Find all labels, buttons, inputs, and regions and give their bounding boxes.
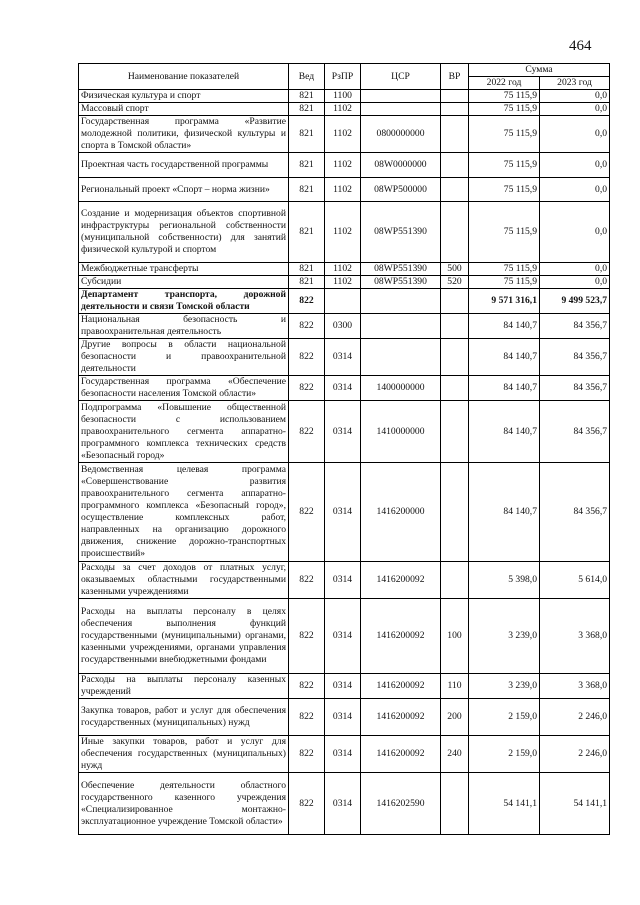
cell-name: Межбюджетные трансферты xyxy=(79,263,289,276)
cell-name: Массовый спорт xyxy=(79,103,289,116)
cell-csr: 08W0000000 xyxy=(361,153,441,178)
cell-ved: 821 xyxy=(289,116,325,153)
cell-csr: 08WP500000 xyxy=(361,178,441,202)
cell-name: Департамент транспорта, дорожной деятельности и связи Томской области xyxy=(79,289,289,314)
cell-csr: 1416200092 xyxy=(361,736,441,773)
cell-name: Расходы на выплаты персоналу в целях обеспечения выполнения функций государственными (муниципальными) органами, казенными учреждениями, органами управления государственными внебюджетными фондами xyxy=(79,599,289,674)
cell-rzpr: 0314 xyxy=(325,674,361,699)
table-body xyxy=(79,90,610,835)
cell-sum-2022: 75 115,9 xyxy=(469,178,540,202)
cell-name: Расходы на выплаты персоналу казенных учреждений xyxy=(79,674,289,699)
cell-vr: 100 xyxy=(441,599,469,674)
cell-csr: 1416200092 xyxy=(361,674,441,699)
cell-ved: 821 xyxy=(289,153,325,178)
table-row xyxy=(79,103,610,116)
cell-sum-2023: 84 356,7 xyxy=(540,339,610,376)
cell-csr xyxy=(361,90,441,103)
cell-ved: 821 xyxy=(289,202,325,263)
cell-sum-2022: 75 115,9 xyxy=(469,153,540,178)
cell-rzpr: 1102 xyxy=(325,276,361,289)
cell-name: Физическая культура и спорт xyxy=(79,90,289,103)
cell-rzpr: 0300 xyxy=(325,314,361,339)
cell-vr xyxy=(441,463,469,562)
page-number: 464 xyxy=(569,38,592,54)
cell-ved: 822 xyxy=(289,376,325,401)
cell-name: Другие вопросы в области национальной безопасности и правоохранительной деятельности xyxy=(79,339,289,376)
cell-ved: 822 xyxy=(289,314,325,339)
cell-rzpr: 0314 xyxy=(325,339,361,376)
cell-rzpr: 1102 xyxy=(325,153,361,178)
cell-sum-2022: 5 398,0 xyxy=(469,562,540,599)
cell-csr: 08WP551390 xyxy=(361,263,441,276)
table-row xyxy=(79,773,610,835)
cell-sum-2022: 2 159,0 xyxy=(469,699,540,736)
cell-rzpr: 1102 xyxy=(325,263,361,276)
cell-sum-2023: 3 368,0 xyxy=(540,599,610,674)
cell-rzpr: 0314 xyxy=(325,736,361,773)
cell-ved: 821 xyxy=(289,263,325,276)
table-row xyxy=(79,116,610,153)
cell-vr xyxy=(441,202,469,263)
cell-sum-2023: 0,0 xyxy=(540,90,610,103)
budget-table xyxy=(78,63,610,835)
cell-sum-2022: 75 115,9 xyxy=(469,276,540,289)
table-row xyxy=(79,562,610,599)
cell-sum-2022: 75 115,9 xyxy=(469,116,540,153)
cell-vr xyxy=(441,90,469,103)
cell-ved: 822 xyxy=(289,674,325,699)
cell-sum-2023: 84 356,7 xyxy=(540,463,610,562)
cell-ved: 822 xyxy=(289,736,325,773)
cell-csr: 1416202590 xyxy=(361,773,441,835)
cell-rzpr: 0314 xyxy=(325,599,361,674)
cell-ved: 822 xyxy=(289,599,325,674)
cell-sum-2023: 84 356,7 xyxy=(540,314,610,339)
cell-vr xyxy=(441,289,469,314)
table-row xyxy=(79,376,610,401)
cell-vr xyxy=(441,339,469,376)
cell-sum-2022: 84 140,7 xyxy=(469,376,540,401)
table-row xyxy=(79,339,610,376)
cell-name: Создание и модернизация объектов спортивной инфраструктуры региональной собственности (муниципальной собственности) для занятий физической культурой и спортом xyxy=(79,202,289,263)
cell-sum-2022: 84 140,7 xyxy=(469,463,540,562)
table-row xyxy=(79,314,610,339)
cell-csr xyxy=(361,314,441,339)
cell-sum-2023: 3 368,0 xyxy=(540,674,610,699)
cell-name: Государственная программа «Обеспечение безопасности населения Томской области» xyxy=(79,376,289,401)
cell-name: Иные закупки товаров, работ и услуг для обеспечения государственных (муниципальных) нужд xyxy=(79,736,289,773)
cell-rzpr: 0314 xyxy=(325,699,361,736)
cell-sum-2022: 54 141,1 xyxy=(469,773,540,835)
cell-sum-2022: 84 140,7 xyxy=(469,401,540,463)
cell-sum-2022: 75 115,9 xyxy=(469,103,540,116)
cell-csr xyxy=(361,339,441,376)
cell-name: Национальная безопасность и правоохранительная деятельность xyxy=(79,314,289,339)
cell-rzpr: 0314 xyxy=(325,463,361,562)
cell-name: Расходы за счет доходов от платных услуг, оказываемых областными государственными казенными учреждениями xyxy=(79,562,289,599)
cell-ved: 822 xyxy=(289,339,325,376)
cell-csr xyxy=(361,289,441,314)
cell-sum-2023: 0,0 xyxy=(540,202,610,263)
cell-name: Субсидии xyxy=(79,276,289,289)
cell-vr xyxy=(441,178,469,202)
cell-rzpr: 0314 xyxy=(325,562,361,599)
cell-sum-2022: 2 159,0 xyxy=(469,736,540,773)
cell-vr xyxy=(441,153,469,178)
cell-rzpr: 1100 xyxy=(325,90,361,103)
cell-ved: 822 xyxy=(289,562,325,599)
cell-sum-2022: 84 140,7 xyxy=(469,339,540,376)
cell-csr: 1416200092 xyxy=(361,562,441,599)
cell-name: Обеспечение деятельности областного государственного казенного учреждения «Специализированное монтажно-эксплуатационное учреждение Томской области» xyxy=(79,773,289,835)
cell-vr xyxy=(441,376,469,401)
cell-sum-2022: 9 571 316,1 xyxy=(469,289,540,314)
cell-name: Закупка товаров, работ и услуг для обеспечения государственных (муниципальных) нужд xyxy=(79,699,289,736)
cell-sum-2023: 2 246,0 xyxy=(540,736,610,773)
cell-ved: 822 xyxy=(289,401,325,463)
header-year-2022: 2022 год xyxy=(469,77,540,90)
cell-sum-2023: 0,0 xyxy=(540,153,610,178)
cell-sum-2022: 75 115,9 xyxy=(469,263,540,276)
cell-vr: 500 xyxy=(441,263,469,276)
cell-ved: 822 xyxy=(289,699,325,736)
cell-ved: 822 xyxy=(289,773,325,835)
cell-ved: 821 xyxy=(289,276,325,289)
cell-sum-2023: 9 499 523,7 xyxy=(540,289,610,314)
header-name: Наименование показателей xyxy=(79,64,289,90)
table-row xyxy=(79,699,610,736)
cell-csr: 1416200092 xyxy=(361,599,441,674)
cell-vr xyxy=(441,562,469,599)
cell-rzpr: 1102 xyxy=(325,116,361,153)
cell-rzpr: 1102 xyxy=(325,103,361,116)
cell-sum-2023: 0,0 xyxy=(540,116,610,153)
cell-sum-2023: 0,0 xyxy=(540,276,610,289)
cell-ved: 821 xyxy=(289,178,325,202)
cell-sum-2023: 5 614,0 xyxy=(540,562,610,599)
cell-ved: 821 xyxy=(289,90,325,103)
header-year-2023: 2023 год xyxy=(540,77,610,90)
table-row xyxy=(79,202,610,263)
table-row xyxy=(79,90,610,103)
cell-sum-2023: 0,0 xyxy=(540,103,610,116)
cell-name: Подпрограмма «Повышение общественной безопасности с использованием правоохранительного сегмента аппаратно-программного комплекса технических средств «Безопасный город» xyxy=(79,401,289,463)
cell-rzpr: 0314 xyxy=(325,773,361,835)
cell-sum-2022: 3 239,0 xyxy=(469,674,540,699)
cell-csr: 0800000000 xyxy=(361,116,441,153)
cell-vr: 110 xyxy=(441,674,469,699)
cell-sum-2023: 84 356,7 xyxy=(540,401,610,463)
header-csr: ЦСР xyxy=(361,64,441,90)
cell-csr: 1416200092 xyxy=(361,699,441,736)
cell-csr xyxy=(361,103,441,116)
cell-vr: 520 xyxy=(441,276,469,289)
cell-ved: 821 xyxy=(289,103,325,116)
cell-rzpr: 1102 xyxy=(325,178,361,202)
cell-csr: 08WP551390 xyxy=(361,202,441,263)
cell-name: Государственная программа «Развитие молодежной политики, физической культуры и спорта в Томской области» xyxy=(79,116,289,153)
table-row xyxy=(79,401,610,463)
cell-sum-2022: 75 115,9 xyxy=(469,90,540,103)
cell-sum-2023: 54 141,1 xyxy=(540,773,610,835)
table-row xyxy=(79,674,610,699)
table-row xyxy=(79,289,610,314)
cell-vr: 200 xyxy=(441,699,469,736)
cell-rzpr xyxy=(325,289,361,314)
table-row xyxy=(79,178,610,202)
table-row xyxy=(79,153,610,178)
header-ved: Вед xyxy=(289,64,325,90)
cell-rzpr: 0314 xyxy=(325,376,361,401)
cell-vr xyxy=(441,314,469,339)
cell-vr xyxy=(441,116,469,153)
cell-rzpr: 1102 xyxy=(325,202,361,263)
table-row xyxy=(79,736,610,773)
cell-sum-2023: 0,0 xyxy=(540,178,610,202)
table-row xyxy=(79,599,610,674)
cell-sum-2023: 2 246,0 xyxy=(540,699,610,736)
table-row xyxy=(79,276,610,289)
cell-vr xyxy=(441,103,469,116)
cell-vr xyxy=(441,401,469,463)
cell-vr: 240 xyxy=(441,736,469,773)
cell-csr: 1416200000 xyxy=(361,463,441,562)
cell-sum-2023: 84 356,7 xyxy=(540,376,610,401)
cell-sum-2022: 3 239,0 xyxy=(469,599,540,674)
cell-sum-2022: 75 115,9 xyxy=(469,202,540,263)
cell-sum-2023: 0,0 xyxy=(540,263,610,276)
table-row xyxy=(79,463,610,562)
cell-name: Проектная часть государственной программы xyxy=(79,153,289,178)
cell-csr: 1400000000 xyxy=(361,376,441,401)
table-row xyxy=(79,263,610,276)
cell-ved: 822 xyxy=(289,463,325,562)
header-sum: Сумма xyxy=(469,64,610,77)
cell-ved: 822 xyxy=(289,289,325,314)
cell-name: Ведомственная целевая программа «Совершенствование развития правоохранительного сегмента аппаратно-программного комплекса «Безопасный город», осуществление комплексных работ, направленных на организацию дорожного движения, снижение дорожно-транспортных происшествий» xyxy=(79,463,289,562)
cell-csr: 1410000000 xyxy=(361,401,441,463)
header-vr: ВР xyxy=(441,64,469,90)
cell-vr xyxy=(441,773,469,835)
cell-sum-2022: 84 140,7 xyxy=(469,314,540,339)
header-rzpr: РзПР xyxy=(325,64,361,90)
cell-csr: 08WP551390 xyxy=(361,276,441,289)
cell-rzpr: 0314 xyxy=(325,401,361,463)
cell-name: Региональный проект «Спорт – норма жизни» xyxy=(79,178,289,202)
